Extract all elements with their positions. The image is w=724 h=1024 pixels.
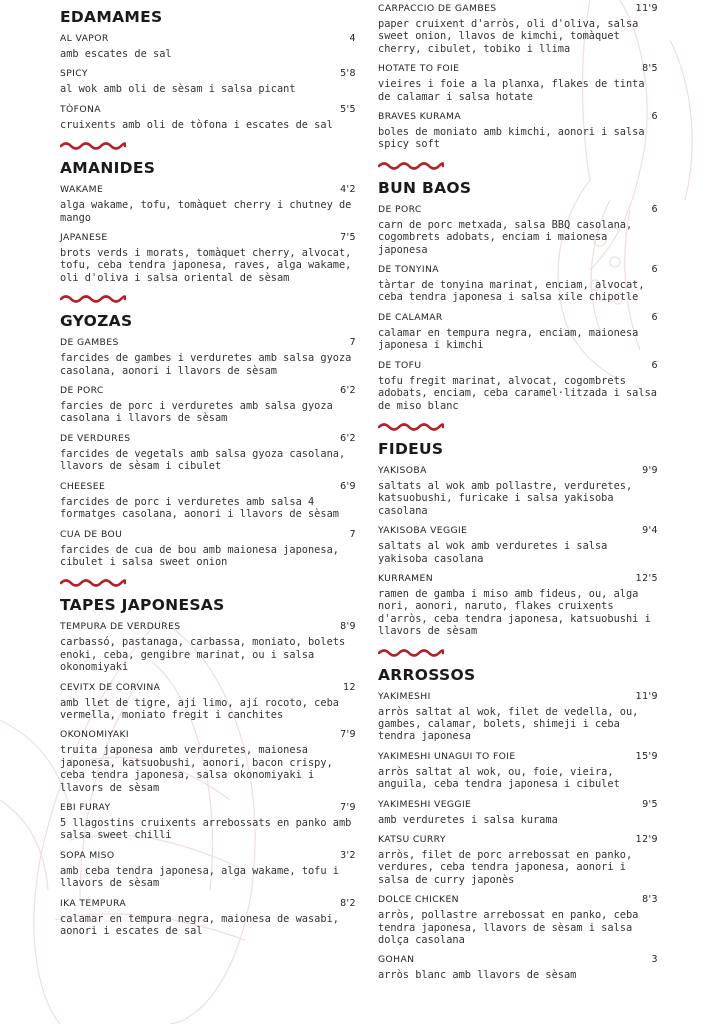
section-items (60, 184, 356, 284)
menu-item-price: 5'8 (340, 68, 356, 80)
menu-item-name: SOPA MISO (60, 849, 115, 861)
menu-item-name: DE GAMBES (60, 337, 119, 349)
menu-item (60, 621, 356, 673)
menu-item-price: 7'9 (340, 801, 356, 813)
menu-item-header (378, 3, 658, 15)
menu-item (60, 232, 356, 284)
menu-item-price: 12'5 (635, 572, 658, 584)
menu-item (378, 954, 658, 981)
section-title: AMANIDES (60, 159, 156, 178)
menu-item-header (60, 682, 356, 694)
menu-item-header (378, 312, 658, 324)
menu-item (60, 529, 356, 569)
menu-item-price: 15'9 (635, 750, 658, 762)
menu-item-description: 5 llagostins cruixents arrebossats en panko amb salsa sweet chilli (60, 816, 352, 842)
menu-item-name: AL VAPOR (60, 33, 109, 44)
red-wave-divider-icon (378, 422, 444, 432)
menu-item (378, 264, 658, 304)
section-title: BUN BAOS (378, 178, 472, 197)
menu-item-description: brots verds i morats, tomàquet cherry, alvocat, tofu, ceba tendra japonesa, raves, alga wakame, oli d'oliva i salsa oriental de sèsam (60, 247, 352, 284)
menu-item (60, 850, 356, 890)
red-wave-divider-icon (60, 578, 126, 588)
menu-item-description: cruixents amb oli de tòfona i escates de sal (60, 118, 333, 131)
menu-item-price: 5'5 (340, 103, 356, 115)
red-wave-divider-icon (378, 161, 444, 171)
menu-item-description: arròs, pollastre arrebossat en panko, ceba tendra japonesa, llavors de sèsam i salsa dolça casolana (378, 909, 639, 947)
menu-item-header (378, 573, 658, 585)
menu-item-name: TÒFONA (60, 103, 101, 115)
menu-item-description: arròs, filet de porc arrebossat en panko, verdures, ceba tendra japonesa, aonori i salsa de curry japonès (378, 849, 633, 886)
menu-item (378, 573, 658, 638)
menu-item (60, 337, 356, 377)
menu-item-name: JAPANESE (60, 232, 108, 244)
menu-item-name: YAKISOBA VEGGIE (378, 525, 468, 537)
menu-item (60, 184, 356, 224)
menu-item-header (378, 799, 658, 811)
menu-item (378, 312, 658, 352)
menu-item (378, 63, 658, 103)
menu-item-header (378, 111, 658, 123)
menu-item-name: YAKIMESHI VEGGIE (378, 798, 472, 810)
menu-item-name: YAKIMESHI UNAGUI TO FOIE (378, 750, 516, 762)
menu-item-header (378, 894, 658, 906)
menu-item-price: 6 (651, 264, 658, 276)
menu-item-description: al wok amb oli de sèsam i salsa picant (60, 83, 296, 96)
menu-item-name: BRAVES KURAMA (378, 111, 462, 123)
menu-item-price: 6 (651, 111, 658, 123)
menu-item-name: KATSU CURRY (378, 834, 446, 845)
menu-item-name: DE TOFU (378, 359, 422, 371)
menu-item (60, 802, 356, 842)
menu-item-price: 7'9 (340, 729, 356, 741)
menu-item (378, 799, 658, 826)
menu-item-description: vieires i foie a la planxa, flakes de tinta de calamar i salsa hotate (378, 78, 645, 103)
menu-item-description: farcides de gambes i verduretes amb salsa gyoza casolana, aonori i llavors de sèsam (60, 352, 352, 377)
menu-item-header (60, 33, 356, 45)
menu-item-header (60, 481, 356, 493)
menu-item-name: EBI FURAY (60, 801, 111, 813)
menu-item-name: CEVITX DE CORVINA (60, 681, 161, 693)
menu-item (60, 68, 356, 95)
menu-item-header (60, 802, 356, 814)
menu-item-header (60, 104, 356, 116)
menu-item-price: 9'9 (642, 464, 658, 476)
menu-item-description: saltats al wok amb pollastre, verduretes, katsuobushi, furicake i salsa yakisoba casolana (378, 479, 633, 517)
menu-item-description: farcides de porc i verduretes amb salsa 4 formatges casolana, aonori i llavors de sèsam (60, 495, 339, 521)
section-items (60, 621, 356, 937)
menu-item-description: amb escates de sal (60, 48, 172, 60)
section-title: ARROSSOS (378, 665, 476, 684)
continued-items (378, 3, 658, 151)
menu-item-description: tofu fregit marinat, alvocat, cogombrets adobats, enciam, ceba caramel·litzada i salsa de miso blanc (378, 374, 657, 412)
menu-item-header (378, 834, 658, 846)
menu-item-price: 9'4 (642, 525, 658, 537)
menu-item (378, 525, 658, 565)
menu-item-price: 11'9 (635, 3, 658, 14)
menu-item-description: arròs saltat al wok, filet de vedella, ou, gambes, calamar, bolets, shimeji i ceba tendra japonesa (378, 705, 639, 743)
menu-item-description: arròs saltat al wok, ou, foie, vieira, anguila, ceba tendra japonesa i cibulet (378, 765, 620, 791)
menu-item-header (60, 184, 356, 196)
menu-item-price: 6'2 (340, 432, 356, 444)
right-menu-column (378, 0, 658, 990)
menu-item-price: 6 (651, 359, 658, 371)
menu-item-name: SPICY (60, 68, 88, 80)
menu-item (60, 481, 356, 521)
menu-item-description: farcies de porc i verduretes amb salsa gyoza casolana i llavors de sèsam (60, 400, 333, 425)
menu-item-name: DE PORC (60, 385, 104, 397)
red-wave-divider-icon (60, 294, 126, 304)
menu-item-description: amb ceba tendra japonesa, alga wakame, tofu i llavors de sèsam (60, 864, 339, 890)
menu-item-price: 8'2 (340, 897, 356, 909)
menu-item (60, 33, 356, 60)
red-wave-divider-icon (60, 141, 126, 151)
menu-item-price: 7 (349, 337, 356, 349)
menu-item-price: 6'9 (340, 480, 356, 492)
menu-item-price: 12'9 (635, 834, 658, 845)
menu-item-name: CARPACCIO DE GAMBES (378, 3, 497, 14)
menu-item-price: 11'9 (635, 690, 658, 702)
section-title: EDAMAMES (60, 8, 163, 26)
menu-item (60, 385, 356, 425)
menu-item-description: amb llet de tigre, ají limo, ají rocoto, ceba vermella, moniato fregit i canchites (60, 696, 339, 721)
menu-item-description: paper cruixent d'arròs, oli d'oliva, salsa sweet onion, llavos de kimchi, tomàquet cherry, cibulet, tobiko i llima (378, 18, 639, 55)
menu-item-price: 3'2 (340, 849, 356, 861)
menu-section (60, 8, 356, 131)
menu-item-name: DE PORC (378, 203, 422, 215)
menu-item-description: truita japonesa amb verduretes, maionesa japonesa, katsuobushi, aonori, bacon crispy, ceba tendra japonesa, salsa okonomiyaki i llavors de sèsam (60, 744, 333, 794)
menu-item-description: amb verduretes i salsa kurama (378, 813, 558, 826)
menu-item-header (60, 68, 356, 80)
menu-item-header (60, 232, 356, 244)
menu-item-price: 6'2 (340, 385, 356, 397)
menu-item-header (60, 529, 356, 541)
menu-section (378, 161, 658, 412)
menu-item-price: 12 (343, 681, 356, 693)
menu-item-price: 4 (349, 33, 356, 44)
menu-item (378, 204, 658, 256)
menu-item (378, 111, 658, 151)
menu-item (378, 691, 658, 743)
menu-item (60, 898, 356, 938)
menu-item (378, 834, 658, 886)
menu-item-header (60, 621, 356, 633)
menu-section (60, 294, 356, 568)
menu-item-name: GOHAN (378, 954, 415, 966)
menu-item-name: KURRAMEN (378, 572, 433, 584)
menu-item-name: YAKIMESHI (378, 690, 431, 702)
menu-item-name: CUA DE BOU (60, 528, 123, 540)
menu-item-price: 6 (651, 203, 658, 215)
menu-item-header (60, 898, 356, 910)
menu-item-price: 3 (651, 954, 658, 966)
menu-item-description: carn de porc metxada, salsa BBQ casolana, cogombrets adobats, enciam i maionesa japonesa (378, 218, 633, 256)
menu-item-header (378, 465, 658, 477)
menu-section (378, 422, 658, 638)
menu-item-header (60, 385, 356, 397)
menu-item-header (60, 850, 356, 862)
menu-item (378, 751, 658, 791)
menu-item (60, 729, 356, 794)
menu-item-header (378, 204, 658, 216)
section-items (378, 465, 658, 638)
section-items (378, 204, 658, 412)
menu-item-name: YAKISOBA (378, 464, 427, 476)
menu-item-description: boles de moniato amb kimchi, aonori i salsa spicy soft (378, 126, 645, 151)
menu-item (60, 104, 356, 131)
section-title: TAPES JAPONESAS (60, 596, 225, 615)
menu-item-name: HOTATE TO FOIE (378, 63, 460, 75)
section-items (60, 33, 356, 131)
menu-item-header (60, 433, 356, 445)
menu-item-name: DOLCE CHICKEN (378, 894, 459, 906)
section-title: FIDEUS (378, 439, 444, 458)
section-title: GYOZAS (60, 312, 133, 331)
menu-item-header (378, 751, 658, 763)
menu-item-description: ramen de gamba i miso amb fideus, ou, alga nori, aonori, naruto, flakes cruixents d'arròs, ceba tendra japonesa, katsuobushi i llavors de sèsam (378, 587, 651, 638)
menu-item-name: WAKAME (60, 184, 104, 196)
left-menu-column (60, 0, 356, 945)
menu-item (378, 894, 658, 946)
menu-item (378, 3, 658, 55)
menu-item-name: CHEESEE (60, 480, 106, 492)
menu-item-description: farcides de vegetals amb salsa gyoza casolana, llavors de sèsam i cibulet (60, 447, 346, 473)
menu-item-name: DE CALAMAR (378, 311, 443, 323)
menu-item-header (378, 691, 658, 703)
menu-section (378, 648, 658, 982)
menu-item-header (378, 63, 658, 75)
section-items (378, 691, 658, 982)
menu-item-name: OKONOMIYAKI (60, 729, 130, 741)
menu-item-name: DE TONYINA (378, 264, 439, 276)
menu-item-price: 8'3 (642, 894, 658, 906)
menu-item-header (378, 525, 658, 537)
menu-item-header (60, 729, 356, 741)
menu-item-description: calamar en tempura negra, enciam, maionesa japonesa i kimchi (378, 326, 639, 352)
menu-item-description: carbassó, pastanaga, carbassa, moniato, bolets enoki, ceba, gengibre marinat, ou i salsa okonomiyaki (60, 636, 346, 674)
menu-item (378, 360, 658, 412)
menu-item-price: 8'9 (340, 621, 356, 633)
menu-item-description: farcides de cua de bou amb maionesa japonesa, cibulet i salsa sweet onion (60, 543, 339, 568)
menu-item-description: arròs blanc amb llavors de sèsam (378, 969, 577, 982)
menu-item-name: DE VERDURES (60, 432, 131, 444)
menu-item-price: 7'5 (340, 232, 356, 244)
menu-item (60, 682, 356, 722)
menu-item-price: 4'2 (340, 184, 356, 196)
menu-item-header (378, 264, 658, 276)
menu-item-description: saltats al wok amb verduretes i salsa yakisoba casolana (378, 540, 608, 565)
menu-item-description: alga wakame, tofu, tomàquet cherry i chutney de mango (60, 199, 352, 224)
menu-item-price: 8'5 (642, 63, 658, 75)
menu-item-name: IKA TEMPURA (60, 897, 127, 909)
menu-section (60, 141, 356, 284)
menu-item-price: 7 (349, 528, 356, 540)
menu-item-header (60, 337, 356, 349)
menu-item-price: 9'5 (642, 798, 658, 810)
menu-item-header (378, 360, 658, 372)
menu-item (60, 433, 356, 473)
menu-item-price: 6 (651, 311, 658, 323)
menu-item-description: calamar en tempura negra, maionesa de wasabi, aonori i escates de sal (60, 912, 339, 937)
menu-section (60, 578, 356, 937)
menu-item (378, 465, 658, 517)
menu-item-header (378, 954, 658, 966)
menu-item-description: tàrtar de tonyina marinat, enciam, alvocat, ceba tendra japonesa i salsa xile chipotle (378, 279, 645, 304)
red-wave-divider-icon (378, 648, 444, 658)
section-items (60, 337, 356, 568)
menu-item-name: TEMPURA DE VERDURES (60, 621, 181, 633)
